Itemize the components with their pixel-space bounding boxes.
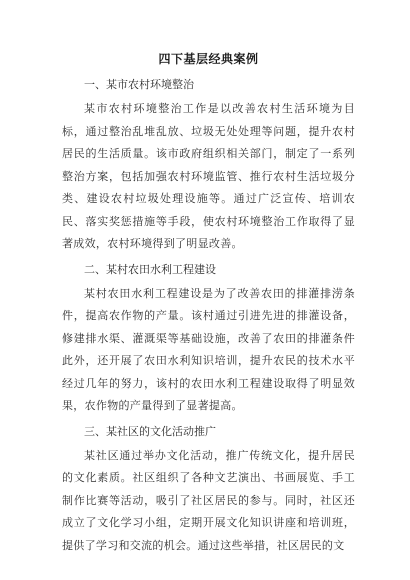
section-heading-1: 一、某市农村环境整治	[84, 78, 194, 91]
section-heading-3: 三、某社区的文化活动推广	[84, 424, 216, 438]
document-title: 四下基层经典案例	[158, 52, 259, 66]
section-body-1: 某市农村环境整治工作是以改善农村生活环境为目标，通过整治乱堆乱放、垃圾无处处理等问题，提升农村居民的生活质量。该市政府组织相关部门，制定了一系列整治方案，包括加强农村环境监管、推行农村生活垃圾分类、建设农村垃圾处理设施等。通过广泛宣传、培训农民、落实奖惩措施等手段，使农村环境整治工作取得了显著成效，农村环境得到了明显改善。	[62, 102, 355, 250]
section-body-3: 某社区通过举办文化活动，推广传统文化，提升居民的文化素质。社区组织了各种文艺演出、书画展览、手工制作比赛等活动，吸引了社区居民的参与。同时，社区还成立了文化学习小组，定期开展文化知识讲座和培训班，提供了学习和交流的机会。通过这些举措，社区居民的文	[62, 448, 355, 552]
section-heading-2: 二、某村农田水利工程建设	[84, 262, 216, 276]
section-body-2: 某村农田水利工程建设是为了改善农田的排灌排涝条件，提高农作物的产量。该村通过引进先进的排灌设备，修建排水渠、灌溉渠等基础设施，改善了农田的排灌条件此外，还开展了农田水利知识培训，提升农民的技术水平经过几年的努力，该村的农田水利工程建设取得了明显效果，农作物的产量得到了显著提高。	[62, 286, 355, 412]
document-content	[62, 50, 355, 562]
